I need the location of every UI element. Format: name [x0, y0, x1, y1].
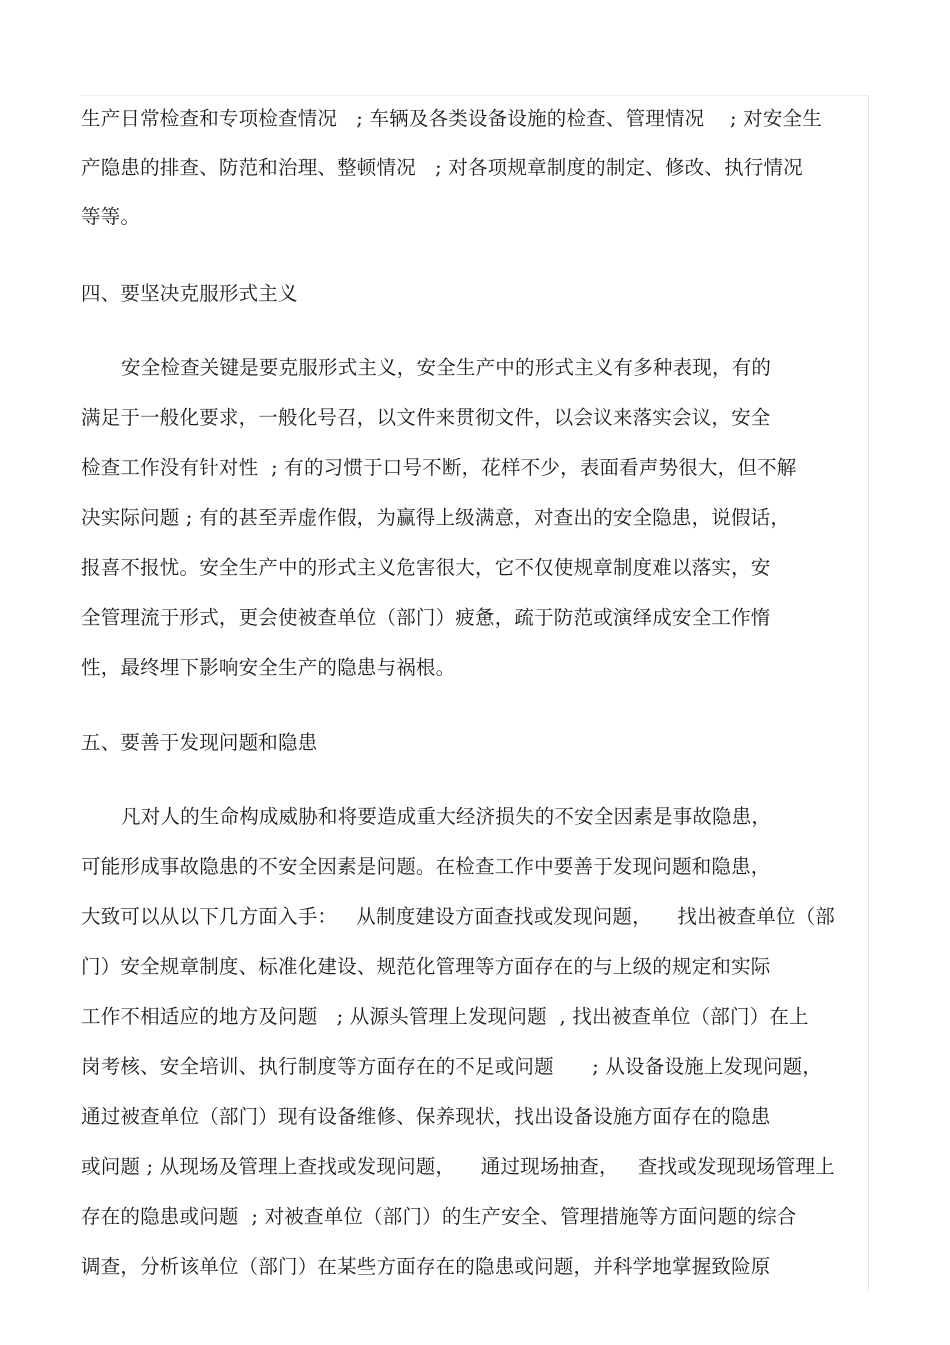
paragraph-line: 岗考核、安全培训、执行制度等方面存在的不足或问题 ; 从设备设施上发现问题， — [81, 1055, 823, 1078]
page-top-border — [80, 95, 869, 96]
paragraph-line: 工作不相适应的地方及问题 ; 从源头管理上发现问题 , 找出被查单位（部门）在上 — [81, 1005, 809, 1028]
paragraph-line: 性，最终埋下影响安全生产的隐患与祸根。 — [81, 656, 456, 679]
paragraph-line: 决实际问题 ; 有的甚至弄虚作假，为赢得上级满意，对查出的安全隐患，说假话， — [81, 506, 791, 529]
section-heading-5: 五、要善于发现问题和隐患 — [81, 731, 318, 754]
paragraph-line: 调查，分析该单位（部门）在某些方面存在的隐患或问题，并科学地掌握致险原 — [81, 1255, 771, 1278]
paragraph-line: 产隐患的排查、防范和治理、整顿情况 ; 对各项规章制度的制定、修改、执行情况 — [81, 156, 803, 179]
paragraph-line: 大致可以从以下几方面入手： 从制度建设方面查找或发现问题， 找出被查单位（部 — [81, 905, 835, 928]
paragraph-line: 等等。 — [81, 205, 141, 228]
paragraph-line: 存在的隐患或问题 ; 对被查单位（部门）的生产安全、管理措施等方面问题的综合 — [81, 1205, 797, 1228]
paragraph-line: 检查工作没有针对性 ; 有的习惯于口号不断，花样不少，表面看声势很大，但不解 — [81, 456, 797, 479]
paragraph-line: 报喜不报忧。安全生产中的形式主义危害很大，它不仅使规章制度难以落实，安 — [81, 556, 771, 579]
paragraph-line: 或问题 ; 从现场及管理上查找或发现问题， 通过现场抽查， 查找或发现现场管理上 — [81, 1155, 835, 1178]
paragraph-line: 全管理流于形式，更会使被查单位（部门）疲惫，疏于防范或演绎成安全工作惰 — [81, 606, 771, 629]
page-right-border — [868, 95, 869, 1290]
paragraph-line: 可能形成事故隐患的不安全因素是问题。在检查工作中要善于发现问题和隐患， — [81, 855, 771, 878]
paragraph-line: 门）安全规章制度、标准化建设、规范化管理等方面存在的与上级的规定和实际 — [81, 955, 771, 978]
paragraph-line: 生产日常检查和专项检查情况 ; 车辆及各类设备设施的检查、管理情况 ; 对安全生 — [81, 107, 822, 130]
paragraph-line: 满足于一般化要求，一般化号召，以文件来贯彻文件，以会议来落实会议，安全 — [81, 406, 771, 429]
section-heading-4: 四、要坚决克服形式主义 — [81, 282, 298, 305]
paragraph-line: 通过被查单位（部门）现有设备维修、保养现状，找出设备设施方面存在的隐患 — [81, 1105, 771, 1128]
paragraph-line: 凡对人的生命构成威胁和将要造成重大经济损失的不安全因素是事故隐患， — [121, 805, 772, 828]
paragraph-line: 安全检查关键是要克服形式主义，安全生产中的形式主义有多种表现，有的 — [121, 356, 772, 379]
